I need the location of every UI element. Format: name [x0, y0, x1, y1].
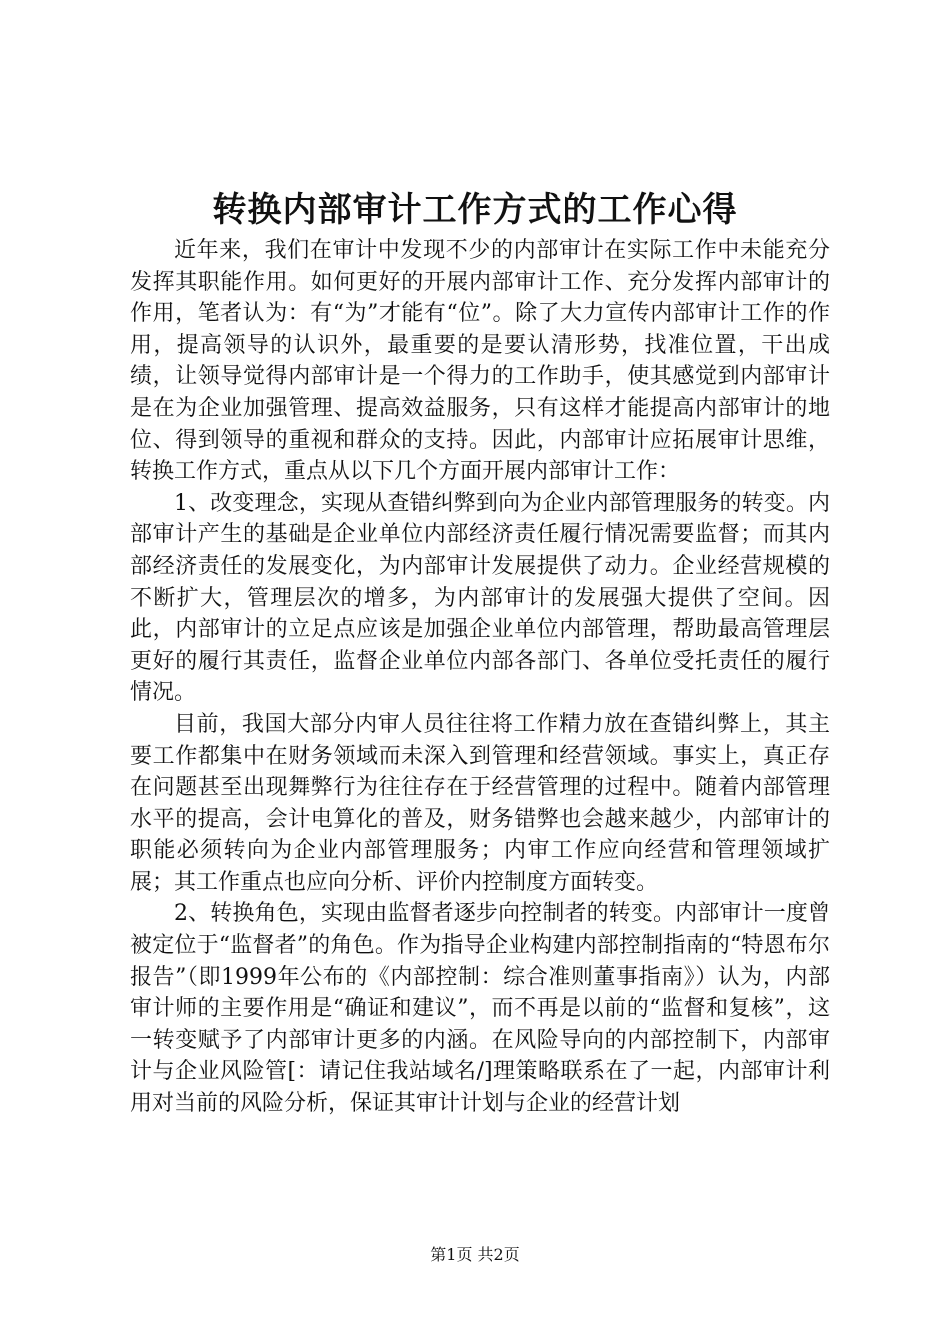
document-title: 转换内部审计工作方式的工作心得 — [212, 190, 738, 230]
paragraph-current-situation: 目前，我国大部分内审人员往往将工作精力放在查错纠弊上，其主要工作都集中在财务领域而未深入到管理和经营领域。事实上，真正存在问题甚至出现舞弊行为往往存在于经营管理的过程中。随着内部管理水平的提高，会计电算化的普及，财务错弊也会越来越少，内部审计的职能必须转向为企业内部管理服务；内审工作应向经营和管理领域扩展；其工作重点也应向分析、评价内控制度方面转变。 — [130, 711, 830, 895]
document-body — [130, 235, 830, 1120]
paragraph-intro: 近年来，我们在审计中发现不少的内部审计在实际工作中未能充分发挥其职能作用。如何更好的开展内部审计工作、充分发挥内部审计的作用，笔者认为：有“为”才能有“位”。除了大力宣传内部审计工作的作用，提高领导的认识外，最重要的是要认清形势，找准位置，干出成绩，让领导觉得内部审计是一个得力的工作助手，使其感觉到内部审计是在为企业加强管理、提高效益服务，只有这样才能提高内部审计的地位、得到领导的重视和群众的支持。因此，内部审计应拓展审计思维，转换工作方式，重点从以下几个方面开展内部审计工作： — [130, 238, 830, 485]
paragraph-point-1: 1、改变理念，实现从查错纠弊到向为企业内部管理服务的转变。内部审计产生的基础是企业单位内部经济责任履行情况需要监督；而其内部经济责任的发展变化，为内部审计发展提供了动力。企业经营规模的不断扩大，管理层次的增多，为内部审计的发展强大提供了空间。因此，内部审计的立足点应该是加强企业单位内部管理，帮助最高管理层更好的履行其责任，监督企业单位内部各部门、各单位受托责任的履行情况。 — [130, 490, 830, 706]
paragraph-point-2: 2、转换角色，实现由监督者逐步向控制者的转变。内部审计一度曾被定位于“监督者”的角色。作为指导企业构建内部控制指南的“特恩布尔报告”（即1999年公布的《内部控制：综合准则董事指南》）认为，内部审计师的主要作用是“确证和建议”，而不再是以前的“监督和复核”，这一转变赋予了内部审计更多的内涵。在风险导向的内部控制下，内部审计与企业风险管[：请记住我站域名/]理策略联系在了一起，内部审计利用对当前的风险分析，保证其审计计划与企业的经营计划 — [130, 901, 830, 1117]
page-footer: 第1页 共2页 — [430, 1245, 520, 1264]
